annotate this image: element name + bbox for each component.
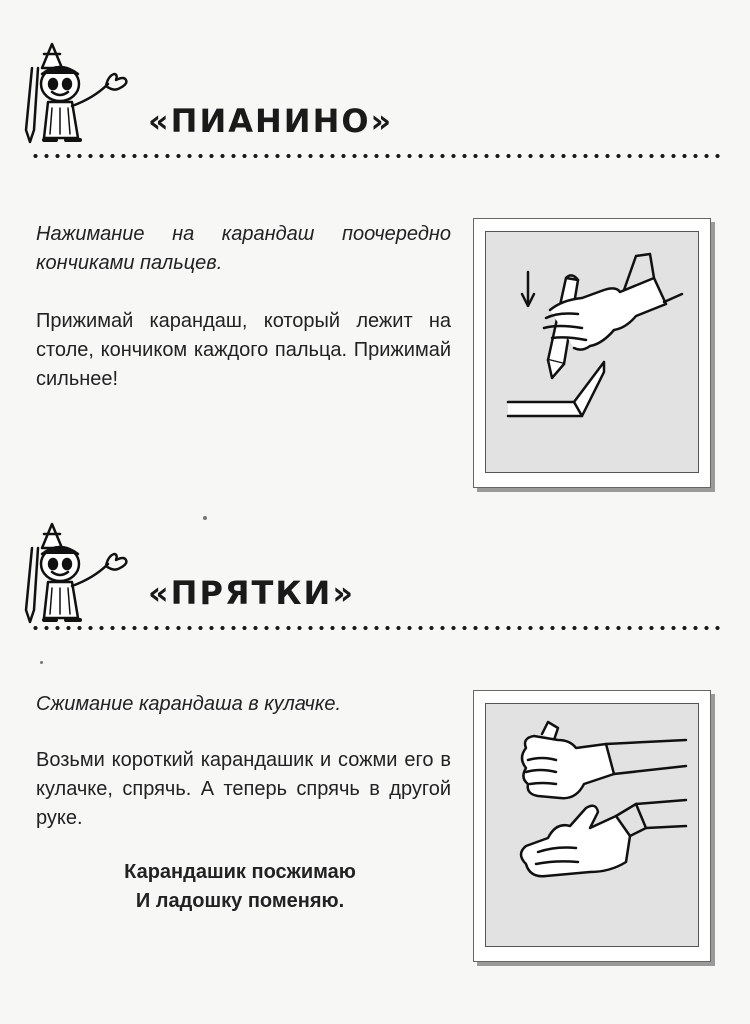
illustration-frame [485, 231, 699, 473]
section-title: «ПИАНИНО» [148, 102, 394, 140]
exercise-instructions: Прижимай карандаш, который лежит на столе, кончиком каждого пальца. Прижимай сильнее! [36, 310, 451, 390]
dotted-divider [30, 153, 720, 159]
hands-hiding-pencil-icon [486, 704, 698, 946]
illustration-pryatki [473, 690, 711, 962]
exercise-description: Сжимание карандаша в кулачке. [36, 693, 341, 715]
hand-pressing-pencil-icon [486, 232, 698, 472]
illustration-frame [485, 703, 699, 947]
dotted-divider [30, 625, 720, 631]
illustration-pianino [473, 218, 711, 488]
pencil-mascot-icon [22, 38, 132, 148]
exercise-description: Нажимание на карандаш поочередно кончиками пальцев. [36, 223, 451, 274]
section-title: «ПРЯТКИ» [148, 574, 355, 612]
print-speck [203, 516, 207, 520]
poem-line: Карандашик посжимаю [124, 861, 356, 883]
poem [40, 858, 440, 916]
section-pianino [0, 0, 750, 500]
print-speck [40, 661, 43, 664]
pencil-mascot-icon [22, 518, 132, 628]
exercise-instructions: Возьми короткий карандашик и сожми его в кулачке, спрячь. А теперь спрячь в другой руке. [36, 749, 451, 829]
poem-line: И ладошку поменяю. [135, 890, 345, 912]
section-pryatki [0, 500, 750, 1024]
